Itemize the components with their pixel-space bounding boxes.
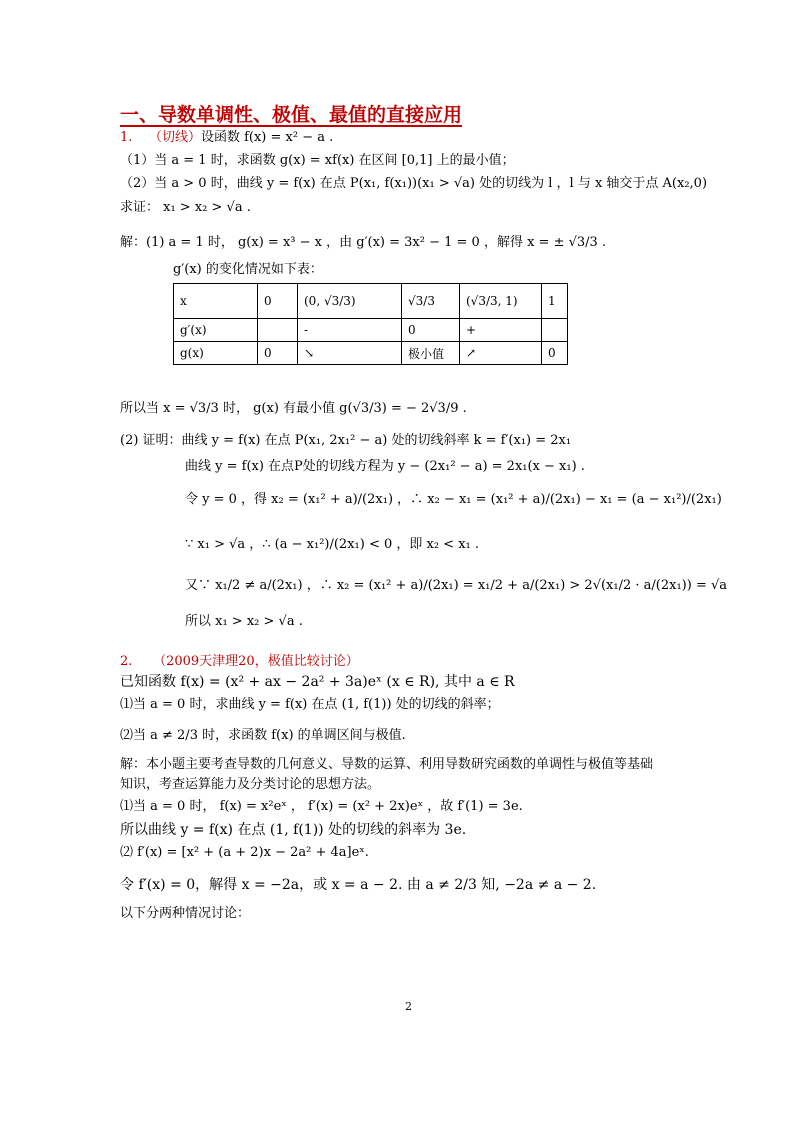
- table-cell: [542, 319, 568, 342]
- proof-line-5: 又∵ x₁/2 ≠ a/(2x₁) ，∴ x₂ = (x₁² + a)/(2x₁) = x₁/2 + a/(2x₁) > 2√(x₁/2 · a/(2x₁)) = √a: [185, 578, 728, 593]
- problem-1-stem: 设函数 f(x) = x² − a .: [200, 130, 334, 145]
- conclusion-1: 所以当 x = √3/3 时， g(x) 有最小值 g(√3/3) = − 2√3/9 .: [120, 401, 467, 416]
- proof-line-2: 曲线 y = f(x) 在点P处的切线方程为 y − (2x₁² − a) = 2x₁(x − x₁) .: [185, 459, 585, 474]
- solution-2-line-2: 所以曲线 y = f(x) 在点 (1, f(1)) 处的切线的斜率为 3e.: [120, 822, 467, 838]
- table-caption: g′(x) 的变化情况如下表：: [173, 262, 323, 277]
- problem-2-question-2: ⑵当 a ≠ 2/3 时，求函数 f(x) 的单调区间与极值.: [120, 728, 406, 743]
- analysis-line-1: 解：本小题主要考查导数的几何意义、导数的运算、利用导数研究函数的单调性与极值等基础: [120, 757, 654, 772]
- solution-2-line-4: 令 f′(x) = 0，解得 x = −2a，或 x = a − 2. 由 a ≠ 2/3 知, −2a ≠ a − 2.: [120, 877, 597, 893]
- table-row: [174, 319, 568, 342]
- problem-2-question-1: ⑴当 a = 0 时，求曲线 y = f(x) 在点 (1, f(1)) 处的切线的斜率；: [120, 697, 500, 712]
- table-cell: 1: [542, 284, 568, 319]
- solution-2-line-3: ⑵ f′(x) = [x² + (a + 2)x − 2a² + 4a]eˣ.: [120, 845, 369, 860]
- section-title: 一、导数单调性、极值、最值的直接应用: [120, 104, 463, 126]
- table-cell: ↗: [460, 342, 542, 365]
- solution-2-line-5: 以下分两种情况讨论：: [120, 906, 251, 921]
- table-cell: +: [460, 319, 542, 342]
- problem-2-tag: （2009天津理20，极值比较讨论）: [153, 654, 359, 669]
- solution-2-line-1: ⑴当 a = 0 时， f(x) = x²eˣ ， f′(x) = (x² + 2x)eˣ ，故 f′(1) = 3e.: [120, 799, 523, 814]
- table-cell: (0, √3/3): [298, 284, 402, 319]
- table-cell: 0: [542, 342, 568, 365]
- table-cell: ↘: [298, 342, 402, 365]
- proof-line-6: 所以 x₁ > x₂ > √a .: [185, 614, 303, 629]
- problem-1-question-2b: 求证： x₁ > x₂ > √a .: [120, 200, 251, 215]
- table-cell: -: [298, 319, 402, 342]
- table-row: [174, 284, 568, 319]
- proof-line-4: ∵ x₁ > √a ，∴ (a − x₁²)/(2x₁) < 0 ，即 x₂ < x₁ .: [185, 537, 480, 552]
- problem-1-number: 1.: [120, 130, 133, 145]
- problem-1-question-1: （1）当 a = 1 时，求函数 g(x) = xf(x) 在区间 [0,1] 上的最小值；: [120, 153, 515, 168]
- table-cell: (√3/3, 1): [460, 284, 542, 319]
- table-cell: 0: [258, 342, 298, 365]
- solution-1: 解：(1) a = 1 时， g(x) = x³ − x ，由 g′(x) = 3x² − 1 = 0 ，解得 x = ± √3/3 .: [120, 235, 607, 250]
- table-cell: √3/3: [402, 284, 460, 319]
- problem-2-header: [120, 654, 359, 670]
- problem-2-stem: 已知函数 f(x) = (x² + ax − 2a² + 3a)eˣ (x ∈ R), 其中 a ∈ R: [120, 674, 515, 690]
- derivative-table: [173, 283, 568, 365]
- table-cell: 0: [258, 284, 298, 319]
- table-cell: 0: [402, 319, 460, 342]
- table-cell: 极小值: [402, 342, 460, 365]
- problem-2-number: 2.: [120, 654, 133, 669]
- table-cell: [258, 319, 298, 342]
- problem-1-header: [120, 130, 333, 146]
- problem-1-tag: （切线）: [148, 130, 201, 145]
- table-cell: x: [174, 284, 258, 319]
- table-cell: g(x): [174, 342, 258, 365]
- analysis-line-2: 知识，考查运算能力及分类讨论的思想方法。: [120, 777, 381, 792]
- problem-1-question-2: （2）当 a > 0 时，曲线 y = f(x) 在点 P(x₁, f(x₁))(x₁ > √a) 处的切线为 l ，l 与 x 轴交于点 A(x₂,0): [120, 176, 708, 191]
- page-number: 2: [405, 1000, 412, 1013]
- proof-line-1: (2) 证明：曲线 y = f(x) 在点 P(x₁, 2x₁² − a) 处的切线斜率 k = f′(x₁) = 2x₁: [120, 433, 572, 448]
- table-row: [174, 342, 568, 365]
- table-cell: g′(x): [174, 319, 258, 342]
- proof-line-3: 令 y = 0 ，得 x₂ = (x₁² + a)/(2x₁) ，∴ x₂ − x₁ = (x₁² + a)/(2x₁) − x₁ = (a − x₁²)/(2x₁): [185, 492, 722, 507]
